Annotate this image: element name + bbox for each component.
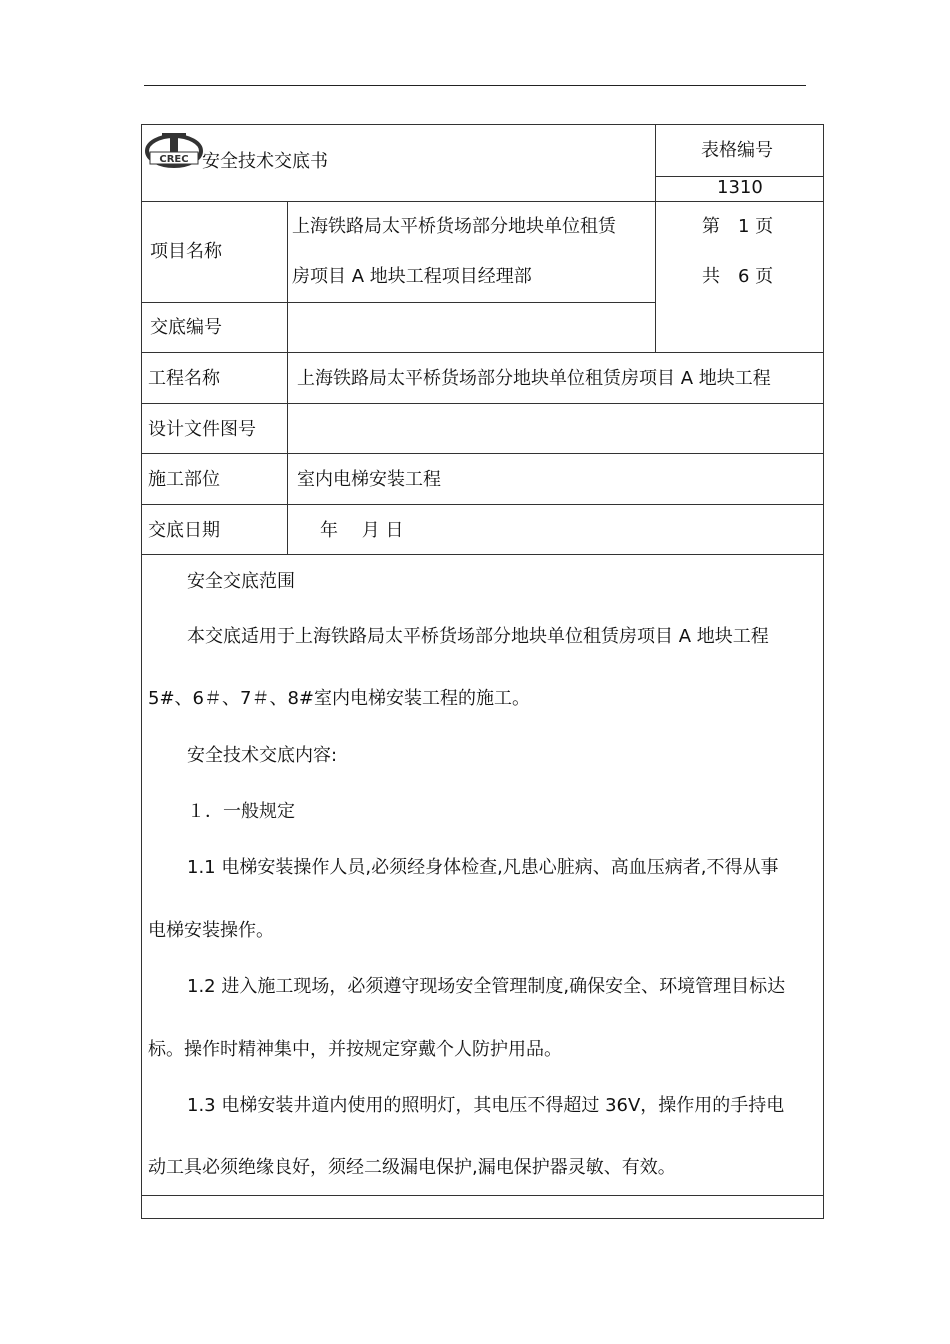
scope-line2: 5#、6＃、7＃、8#室内电梯安装工程的施工。 bbox=[148, 688, 530, 709]
date-label: 交底日期 bbox=[148, 520, 220, 541]
doc-title: 安全技术交底书 bbox=[202, 151, 328, 172]
design-doc-label: 设计文件图号 bbox=[148, 419, 256, 440]
form-no-label: 表格编号 bbox=[701, 140, 773, 161]
safety-briefing-form bbox=[141, 124, 824, 1219]
eng-name-value: 上海铁路局太平桥货场部分地块单位租赁房项目 A 地块工程 bbox=[297, 368, 771, 389]
divider bbox=[655, 125, 656, 352]
form-no-value: 1310 bbox=[717, 177, 763, 198]
project-name-line1: 上海铁路局太平桥货场部分地块单位租赁 bbox=[292, 216, 616, 237]
divider bbox=[142, 554, 824, 555]
logo-text: CREC bbox=[159, 154, 189, 165]
divider bbox=[142, 504, 824, 505]
divider bbox=[142, 403, 824, 404]
divider bbox=[287, 201, 288, 554]
location-label: 施工部位 bbox=[148, 469, 220, 490]
page-total: 共 6 页 bbox=[702, 266, 774, 287]
scope-title: 安全交底范围 bbox=[187, 571, 295, 592]
divider bbox=[142, 453, 824, 454]
page-current: 第 1 页 bbox=[702, 216, 774, 237]
date-value: 年 月 日 bbox=[320, 520, 404, 541]
section-general-rules: １．一般规定 bbox=[187, 801, 295, 822]
header-rule bbox=[144, 85, 806, 86]
handover-no-label: 交底编号 bbox=[150, 317, 222, 338]
item-1-1-line1: 1.1 电梯安装操作人员,必须经身体检查,凡患心脏病、高血压病者,不得从事 bbox=[187, 857, 779, 878]
project-name-label: 项目名称 bbox=[150, 241, 222, 262]
divider bbox=[142, 302, 655, 303]
item-1-2-line2: 标。操作时精神集中，并按规定穿戴个人防护用品。 bbox=[148, 1039, 562, 1060]
location-value: 室内电梯安装工程 bbox=[297, 469, 441, 490]
item-1-3-line1: 1.3 电梯安装井道内使用的照明灯，其电压不得超过 36V，操作用的手持电 bbox=[187, 1095, 785, 1116]
project-name-line2: 房项目 A 地块工程项目经理部 bbox=[292, 266, 532, 287]
item-1-1-line2: 电梯安装操作。 bbox=[148, 920, 274, 941]
content-title: 安全技术交底内容: bbox=[187, 745, 338, 766]
item-1-2-line1: 1.2 进入施工现场，必须遵守现场安全管理制度,确保安全、环境管理目标达 bbox=[187, 976, 786, 997]
scope-line1: 本交底适用于上海铁路局太平桥货场部分地块单位租赁房项目 A 地块工程 bbox=[187, 626, 769, 647]
item-1-3-line2: 动工具必须绝缘良好，须经二级漏电保护,漏电保护器灵敏、有效。 bbox=[148, 1157, 676, 1178]
divider bbox=[142, 352, 824, 353]
divider bbox=[142, 201, 824, 202]
eng-name-label: 工程名称 bbox=[148, 368, 220, 389]
crec-logo-icon bbox=[144, 131, 204, 171]
divider bbox=[142, 1195, 824, 1196]
